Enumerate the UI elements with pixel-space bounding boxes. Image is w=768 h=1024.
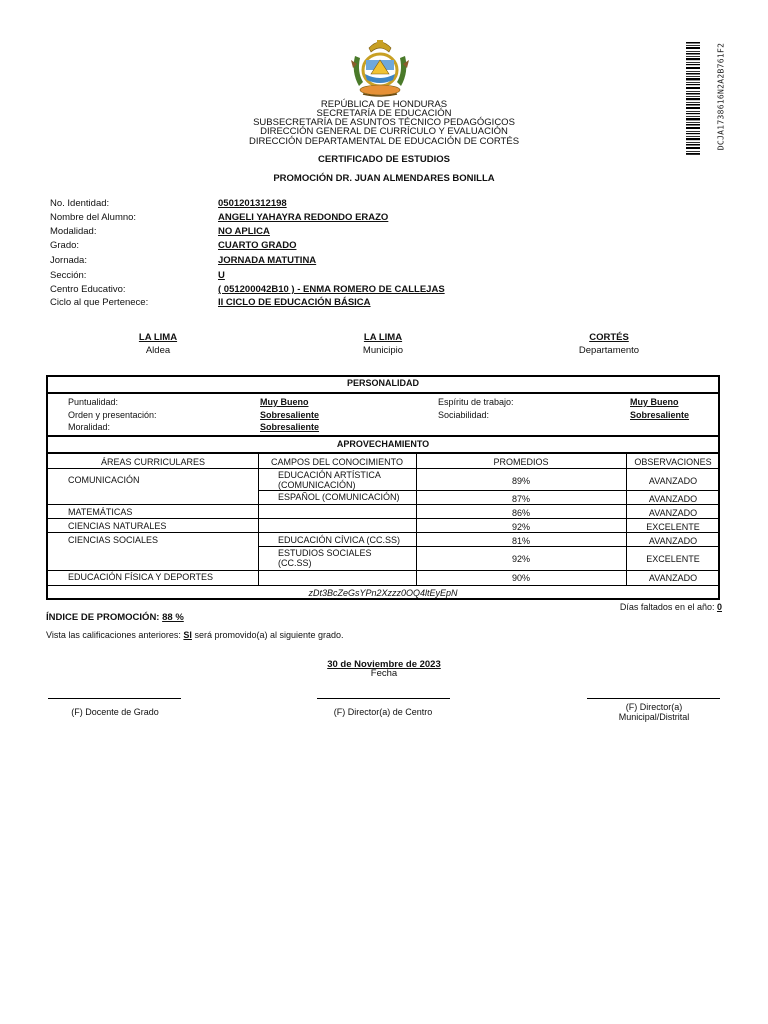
village-caption: Aldea	[145, 345, 171, 356]
row-field: EDUCACIÓN CÍVICA (CC.SS)	[278, 535, 401, 545]
issue-date-caption: Fecha	[370, 668, 398, 679]
promotion-index	[46, 612, 184, 623]
row-average: 92%	[511, 522, 530, 532]
personality-header: PERSONALIDAD	[48, 377, 718, 394]
department-caption: Departamento	[578, 345, 640, 356]
column-header-fields: CAMPOS DEL CONOCIMIENTO	[270, 457, 404, 467]
row-area: EDUCACIÓN FÍSICA Y DEPORTES	[68, 572, 214, 582]
grade-value: CUARTO GRADO	[218, 240, 297, 251]
student-name-value: ANGELI YAHAYRA REDONDO ERAZO	[218, 212, 389, 223]
principal-signature-line	[317, 698, 450, 699]
cycle-value: II CICLO DE EDUCACIÓN BÁSICA	[218, 297, 371, 308]
row-field: EDUCACIÓN ARTÍSTICA (COMUNICACIÓN)	[278, 470, 381, 490]
header-line-republic: REPÚBLICA DE HONDURAS	[320, 99, 448, 110]
promotion-statement-value: SI	[183, 630, 192, 640]
absences	[620, 602, 722, 612]
honduras-coat-of-arms-icon	[349, 38, 411, 100]
municipality-caption: Municipio	[362, 345, 404, 356]
school-value: ( 051200042B10 ) - ENMA ROMERO DE CALLEJAS	[218, 284, 445, 295]
promotion-name: PROMOCIÓN DR. JUAN ALMENDARES BONILLA	[273, 173, 495, 184]
row-observation: EXCELENTE	[646, 554, 700, 564]
row-average: 81%	[511, 536, 530, 546]
header-line-subsecretariat: SUBSECRETARÍA DE ASUNTOS TÉCNICO PEDAGÓGICOS	[253, 117, 515, 128]
verification-code: zDt3BcZeGsYPn2Xzzz0OQ4ltEyEpN	[308, 588, 458, 598]
promotion-index-value: 88 %	[162, 612, 184, 623]
shift-label: Jornada:	[50, 255, 87, 266]
municipality-value: LA LIMA	[363, 332, 403, 343]
column-header-averages: PROMEDIOS	[493, 457, 549, 467]
student-id-label: No. Identidad:	[50, 198, 110, 209]
morality-label: Moralidad:	[68, 422, 111, 432]
order-label: Orden y presentación:	[68, 410, 157, 420]
punctuality-label: Puntualidad:	[68, 397, 119, 407]
row-area: MATEMÁTICAS	[68, 507, 133, 517]
work-spirit-label: Espíritu de trabajo:	[438, 397, 514, 407]
row-field: ESPAÑOL (COMUNICACIÓN)	[278, 492, 400, 502]
promotion-statement	[46, 630, 344, 640]
student-name-label: Nombre del Alumno:	[50, 212, 137, 223]
row-average: 89%	[511, 476, 530, 486]
row-average: 90%	[511, 573, 530, 583]
section-value: U	[218, 270, 225, 281]
row-observation: AVANZADO	[648, 494, 698, 504]
column-header-areas: ÁREAS CURRICULARES	[100, 457, 206, 467]
grades-table	[46, 375, 720, 600]
department-value: CORTÉS	[589, 332, 629, 343]
sociability-value: Sobresaliente	[630, 410, 690, 420]
header-line-curriculum: DIRECCIÓN GENERAL DE CURRÍCULO Y EVALUACIÓN	[260, 126, 508, 137]
cycle-label: Ciclo al que Pertenece:	[50, 297, 149, 308]
punctuality-value: Muy Bueno	[260, 397, 309, 407]
absences-value: 0	[716, 602, 722, 612]
issue-date: 30 de Noviembre de 2023	[327, 659, 441, 670]
absences-label: Días faltados en el año:	[619, 602, 715, 612]
barcode-text: DCJA1738616N2A2B761F2	[716, 42, 726, 151]
header-line-departmental: DIRECCIÓN DEPARTAMENTAL DE EDUCACIÓN DE CORTÉS	[248, 136, 520, 147]
row-observation: AVANZADO	[648, 573, 698, 583]
header-line-secretariat: SECRETARÍA DE EDUCACIÓN	[316, 108, 452, 119]
order-value: Sobresaliente	[260, 410, 320, 420]
row-area: CIENCIAS SOCIALES	[68, 535, 159, 545]
work-spirit-value: Muy Bueno	[630, 397, 679, 407]
modality-label: Modalidad:	[50, 226, 97, 237]
row-area: COMUNICACIÓN	[68, 475, 140, 485]
row-average: 86%	[511, 508, 530, 518]
document-title: CERTIFICADO DE ESTUDIOS	[318, 154, 450, 165]
row-average: 87%	[511, 494, 530, 504]
row-area: CIENCIAS NATURALES	[68, 521, 167, 531]
promotion-statement-after: será promovido(a) al siguiente grado.	[194, 630, 344, 640]
promotion-statement-before: Vista las calificaciones anteriores:	[46, 630, 181, 640]
teacher-signature-line	[48, 698, 181, 699]
row-observation: AVANZADO	[648, 508, 698, 518]
row-average: 92%	[511, 554, 530, 564]
teacher-signature-caption: (F) Docente de Grado	[71, 707, 159, 717]
grade-label: Grado:	[50, 240, 80, 251]
modality-value: NO APLICA	[218, 226, 270, 237]
promotion-index-label: ÍNDICE DE PROMOCIÓN:	[46, 612, 160, 623]
row-field: ESTUDIOS SOCIALES (CC.SS)	[278, 548, 372, 568]
school-label: Centro Educativo:	[50, 284, 126, 295]
student-id-value: 0501201312198	[218, 198, 287, 209]
achievement-header: APROVECHAMIENTO	[48, 435, 718, 454]
village-value: LA LIMA	[138, 332, 178, 343]
row-observation: AVANZADO	[648, 476, 698, 486]
principal-signature-caption: (F) Director(a) de Centro	[333, 707, 433, 717]
sociability-label: Sociabilidad:	[438, 410, 490, 420]
row-observation: EXCELENTE	[646, 522, 700, 532]
row-observation: AVANZADO	[648, 536, 698, 546]
district-director-signature-line	[587, 698, 720, 699]
morality-value: Sobresaliente	[260, 422, 320, 432]
column-header-observations: OBSERVACIONES	[634, 457, 712, 467]
section-label: Sección:	[50, 270, 87, 281]
shift-value: JORNADA MATUTINA	[218, 255, 317, 266]
district-director-signature-caption: (F) Director(a) Municipal/Distrital	[618, 702, 690, 722]
